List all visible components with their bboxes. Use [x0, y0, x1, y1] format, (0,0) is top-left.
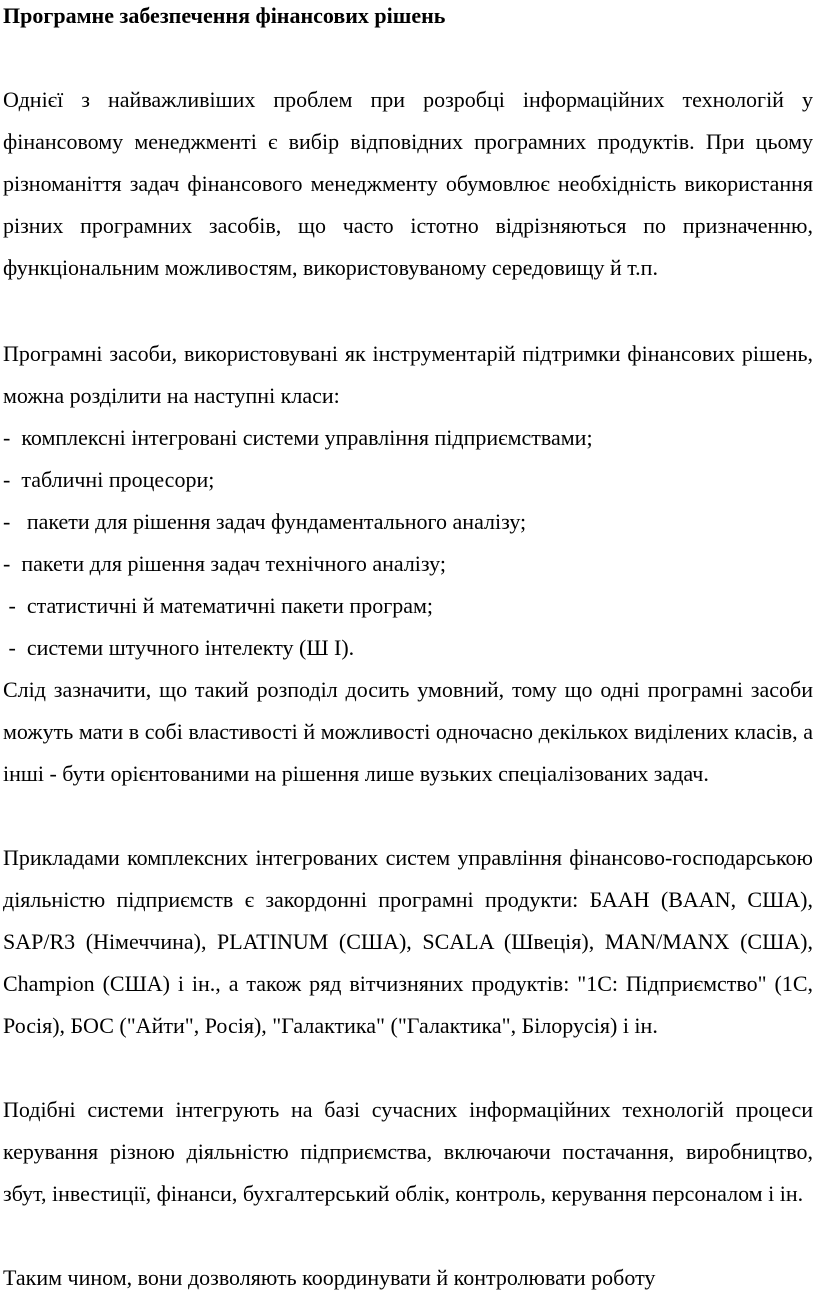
paragraph-note: Слід зазначити, що такий розподіл досить умовний, тому що одні програмні засоби можуть мати в собі властивості й можливості одночасно декількох виділених класів, а інші - бути орієнтованими на рішення лише вузьких спеціалізованих задач. [3, 677, 813, 786]
list-item-artificial-intelligence: - системи штучного інтелекту (Ш І). [3, 635, 355, 660]
paragraph-classes-intro: Програмні засоби, використовувані як інструментарій підтримки фінансових рішень, можна розділити на наступні класи: [3, 341, 813, 408]
list-item-spreadsheets: - табличні процесори; [3, 467, 215, 492]
list-item-integrated-systems: - комплексні інтегровані системи управління підприємствами; [3, 425, 593, 450]
paragraph-closing: Таким чином, вони дозволяють координувати й контролювати роботу [3, 1265, 656, 1290]
paragraph-integration: Подібні системи інтегрують на базі сучасних інформаційних технологій процеси керування різною діяльністю підприємства, включаючи постачання, виробництво, збут, інвестиції, фінанси, бухгалтерський облік, контроль, керування персоналом і ін. [3, 1097, 813, 1206]
paragraph-examples: Прикладами комплексних інтегрованих систем управління фінансово-господарською діяльністю підприємств є закордонні програмні продукти: БААН (BAAN, США), SAP/R3 (Німеччина), PLATINUM (США), SCALA (Швеція), MAN/MANX (США), Champion (США) і ін., а також ряд вітчизняних продуктів: "1С: Підприємство" (1С, Росія), БОС ("Айти", Росія), "Галактика" ("Галактика", Білорусія) і ін. [3, 845, 813, 1038]
list-item-statistical-packages: - статистичні й математичні пакети програм; [3, 593, 434, 618]
paragraph-intro: Однієї з найважливіших проблем при розробці інформаційних технологій у фінансовому менеджменті є вибір відповідних програмних продуктів. При цьому різноманіття задач фінансового менеджменту обумовлює необхідність використання різних програмних засобів, що часто істотно відрізняються по призначенню, функціональним можливостям, використовуваному середовищу й т.п. [3, 87, 813, 280]
document-title: Програмне забезпечення фінансових рішень [3, 3, 446, 28]
list-item-technical-analysis: - пакети для рішення задач технічного аналізу; [3, 551, 446, 576]
list-item-fundamental-analysis: - пакети для рішення задач фундаментального аналізу; [3, 509, 527, 534]
